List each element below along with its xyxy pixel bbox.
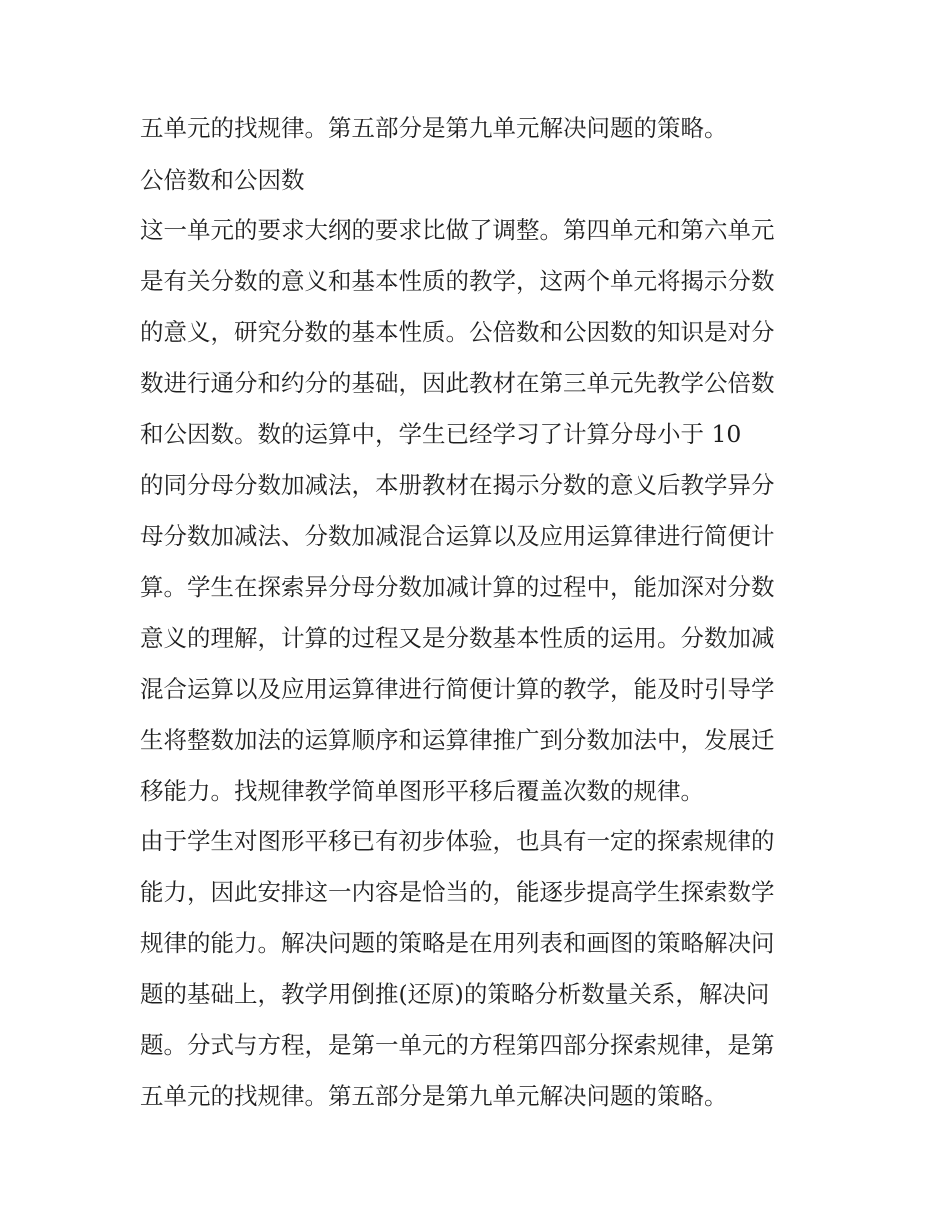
text-line: 题。分式与方程，是第一单元的方程第四部分探索规律，是第 [140,1031,775,1059]
text-line: 题的基础上，教学用倒推(还原)的策略分析数量关系，解决问 [140,980,770,1008]
text-line: 混合运算以及应用运算律进行简便计算的教学，能及时引导学 [140,675,775,703]
text-line: 生将整数加法的运算顺序和运算律推广到分数加法中，发展迁 [140,726,775,754]
text-line: 规律的能力。解决问题的策略是在用列表和画图的策略解决问 [140,929,775,957]
text-line: 五单元的找规律。第五部分是第九单元解决问题的策略。 [140,1082,728,1110]
text-line: 和公因数。数的运算中，学生已经学习了计算分母小于 10 [140,420,742,448]
text-line: 五单元的找规律。第五部分是第九单元解决问题的策略。 [140,114,728,142]
section-heading: 公倍数和公因数 [140,166,305,194]
text-line: 数进行通分和约分的基础，因此教材在第三单元先教学公倍数 [140,369,775,397]
text-line: 意义的理解，计算的过程又是分数基本性质的运用。分数加减 [140,624,775,652]
text-line: 算。学生在探索异分母分数加减计算的过程中，能加深对分数 [140,573,775,601]
text-line: 由于学生对图形平移已有初步体验，也具有一定的探索规律的 [140,827,775,855]
text-line: 母分数加减法、分数加减混合运算以及应用运算律进行简便计 [140,522,775,550]
text-line: 的同分母分数加减法，本册教材在揭示分数的意义后教学异分 [140,471,775,499]
text-line: 是有关分数的意义和基本性质的教学，这两个单元将揭示分数 [140,267,775,295]
text-line: 移能力。找规律教学简单图形平移后覆盖次数的规律。 [140,777,704,805]
text-line: 这一单元的要求大纲的要求比做了调整。第四单元和第六单元 [140,216,775,244]
text-line: 的意义，研究分数的基本性质。公倍数和公因数的知识是对分 [140,318,775,346]
text-line: 能力，因此安排这一内容是恰当的，能逐步提高学生探索数学 [140,878,775,906]
